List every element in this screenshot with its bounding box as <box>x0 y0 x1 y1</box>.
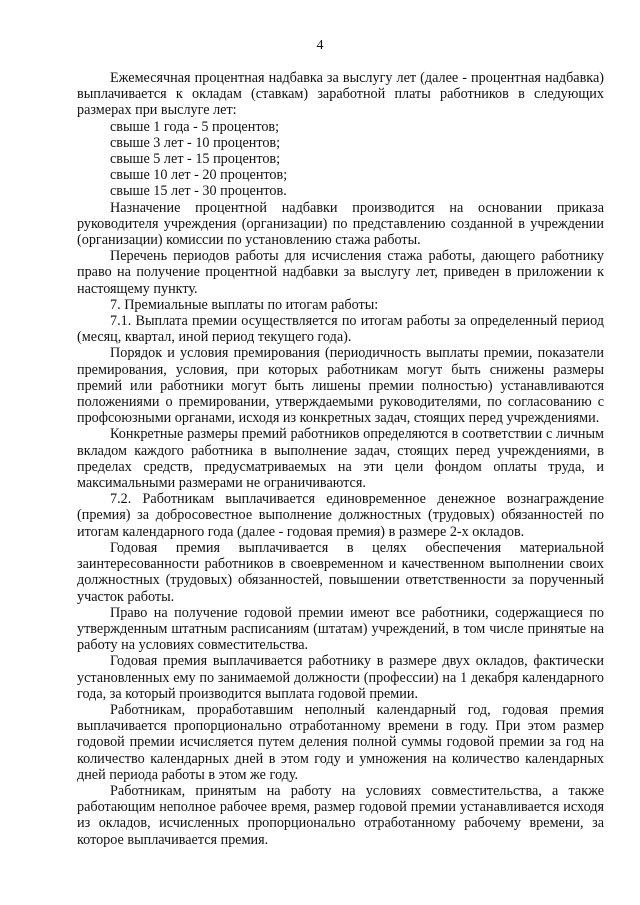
page-number: 4 <box>316 38 324 53</box>
document-body <box>77 70 604 848</box>
list-item: свыше 1 года - 5 процентов; <box>110 118 280 135</box>
list-item: свыше 10 лет - 20 процентов; <box>110 167 288 184</box>
paragraph-annual-bonus-size: Годовая премия выплачивается работнику в размере двух окладов, фактически установленных ему по занимаемой должности (профессии) на 1 декабря календарного года, за который производится выплата годовой премии. <box>77 653 604 702</box>
paragraph-annual-bonus-purpose: Годовая премия выплачивается в целях обеспечения материальной заинтересованности работников в своевременном и качественном выполнении своих должностных (трудовых) обязанностей, повышении ответственности за порученный участок работы. <box>77 539 604 605</box>
paragraph-bonus-procedure: Порядок и условия премирования (периодичность выплаты премии, показатели премирования, условия, при которых работникам могут быть снижены размеры премий или работники могут быть лишены премии полностью) устанавливаются положениями о премировании, утверждаемыми руководителями, по согласованию с профсоюзными органами, исходя из конкретных задач, стоящих перед учреждениями. <box>77 345 604 427</box>
paragraph-7-2: 7.2. Работникам выплачивается единовременное денежное вознаграждение (премия) за добросовестное выполнение должностных (трудовых) обязанностей по итогам календарного года (далее - годовая премия) в размере 2-х окладов. <box>77 491 604 540</box>
paragraph-seniority-bonus: Ежемесячная процентная надбавка за выслугу лет (далее - процентная надбавка) выплачивается к окладам (ставкам) заработной платы работников в следующих размерах при выслуге лет: <box>77 70 604 119</box>
list-item: свыше 15 лет - 30 процентов. <box>110 183 287 200</box>
list-item: свыше 5 лет - 15 процентов; <box>110 151 281 168</box>
list-item: свыше 3 лет - 10 процентов; <box>110 134 281 151</box>
paragraph-partial-year: Работникам, проработавшим неполный календарный год, годовая премия выплачивается пропорционально отработанному времени в году. При этом размер годовой премии исчисляется путем деления полной суммы годовой премии за год на количество календарных дней в этом году и умножения на количество календарных дней периода работы в этом же году. <box>77 701 604 783</box>
paragraph-part-time: Работникам, принятым на работу на условиях совместительства, а также работающим неполное рабочее время, размер годовой премии устанавливается исходя из окладов, исчисленных пропорционально отработанному рабочему времени, за которое выплачивается премия. <box>77 782 604 848</box>
section-heading-bonuses: 7. Премиальные выплаты по итогам работы: <box>110 296 379 313</box>
paragraph-bonus-amounts: Конкретные размеры премий работников определяются в соответствии с личным вкладом каждого работника в выполнение задач, стоящих перед учреждениями, в пределах средств, предусматриваемых на эти цели фондом оплаты труда, и максимальными размерами не ограничиваются. <box>77 426 604 492</box>
paragraph-periods-list: Перечень периодов работы для исчисления стажа работы, дающего работнику право на получение процентной надбавки за выслугу лет, приведен в приложении к настоящему пункту. <box>77 248 604 297</box>
paragraph-annual-bonus-eligibility: Право на получение годовой премии имеют все работники, содержащиеся по утвержденным штатным расписаниям (штатам) учреждений, в том числе принятые на работу на условиях совместительства. <box>77 604 604 654</box>
paragraph-7-1: 7.1. Выплата премии осуществляется по итогам работы за определенный период (месяц, квартал, иной период текущего года). <box>77 313 604 346</box>
paragraph-appointment: Назначение процентной надбавки производится на основании приказа руководителя учреждения (организации) по представлению созданной в учреждении (организации) комиссии по установлению стажа работы. <box>77 199 604 249</box>
